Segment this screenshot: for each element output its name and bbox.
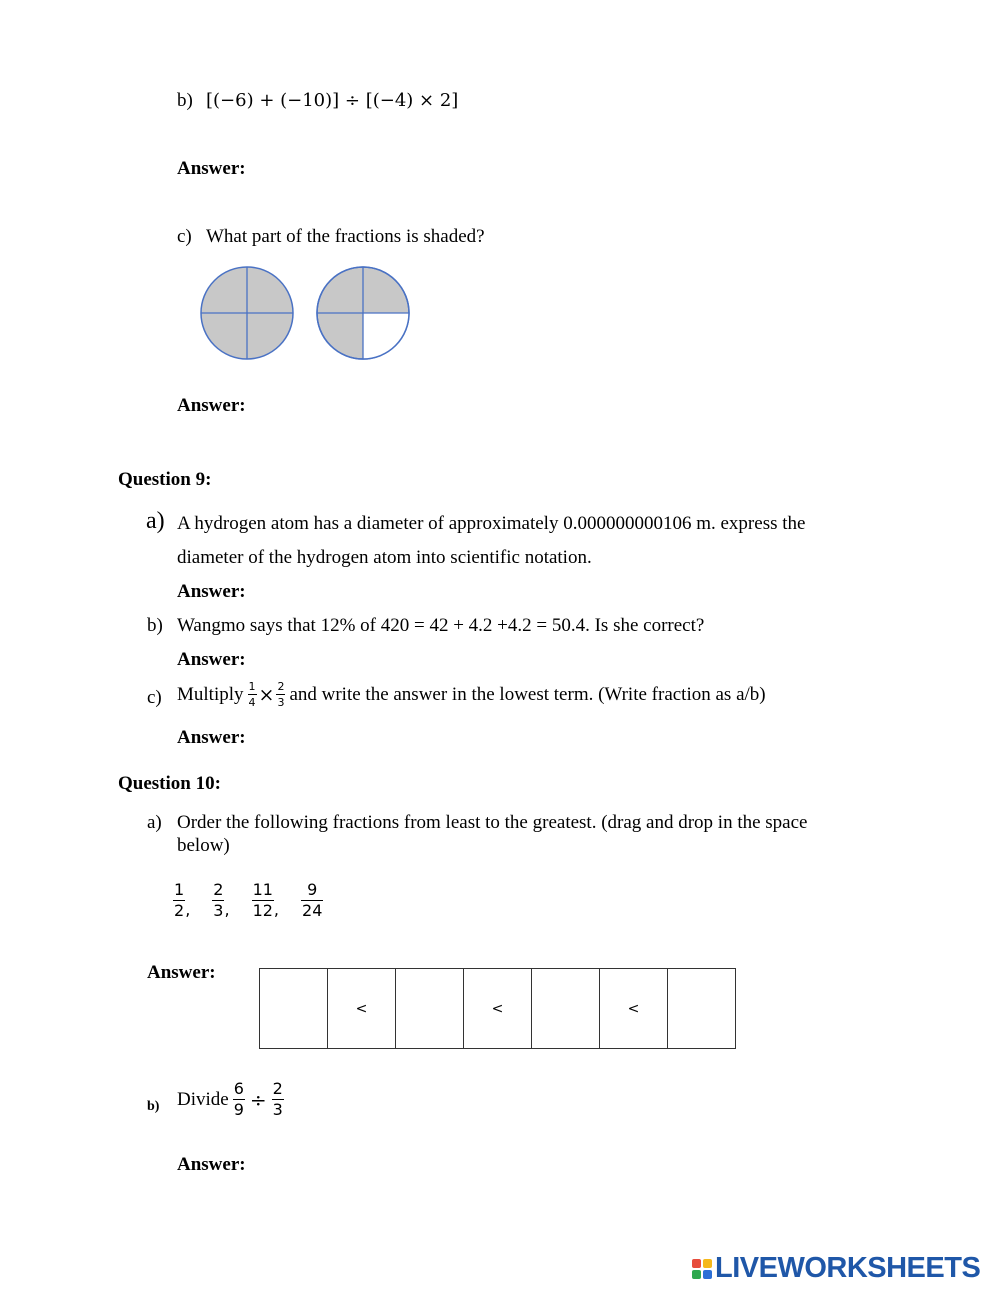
fraction[interactable] bbox=[212, 882, 224, 919]
q8b-answer-label: Answer: bbox=[177, 158, 246, 179]
fraction-numerator: 2 bbox=[272, 1079, 283, 1098]
q10b-answer-label: Answer: bbox=[177, 1154, 246, 1175]
fraction-numerator: 1 bbox=[174, 880, 185, 899]
draggable-fraction[interactable] bbox=[212, 882, 229, 919]
drop-slot-3[interactable] bbox=[532, 969, 600, 1049]
fraction-numerator: 1 bbox=[248, 680, 256, 693]
drop-slot-2[interactable] bbox=[396, 969, 464, 1049]
q9a-text-line1: A hydrogen atom has a diameter of approximately 0.000000000106 m. express the bbox=[177, 513, 806, 534]
q9c-answer-label: Answer: bbox=[177, 727, 246, 748]
logo-squares-icon bbox=[692, 1259, 712, 1279]
fraction-denominator: 3 bbox=[272, 1100, 283, 1119]
q10-title: Question 10: bbox=[118, 773, 221, 794]
q10a-text-line2: below) bbox=[177, 835, 230, 856]
draggable-fraction[interactable] bbox=[252, 882, 279, 919]
q9a-text-line2: diameter of the hydrogen atom into scientific notation. bbox=[177, 547, 592, 568]
fraction-separator: , bbox=[273, 900, 280, 919]
fraction-numerator: 9 bbox=[301, 882, 323, 901]
q10b-line bbox=[177, 1081, 284, 1118]
less-than-sign: < bbox=[328, 969, 396, 1049]
fraction-numerator: 11 bbox=[252, 880, 273, 899]
q10b-fraction-2 bbox=[272, 1081, 284, 1118]
q9c-label: c) bbox=[147, 687, 162, 708]
less-than-sign: < bbox=[464, 969, 532, 1049]
draggable-fraction[interactable] bbox=[173, 882, 190, 919]
fraction-numerator: 6 bbox=[233, 1079, 244, 1098]
three-quarter-shaded-circle bbox=[317, 267, 409, 359]
q9b-label: b) bbox=[147, 615, 163, 636]
fraction[interactable] bbox=[173, 882, 185, 919]
fraction-denominator: 9 bbox=[233, 1100, 244, 1119]
fraction[interactable] bbox=[301, 882, 323, 919]
fraction-numerator: 2 bbox=[277, 680, 285, 693]
fraction-denominator: 3 bbox=[213, 901, 224, 920]
fraction-denominator: 4 bbox=[248, 696, 256, 709]
fraction-denominator: 12 bbox=[252, 901, 273, 920]
drop-slot-1[interactable] bbox=[260, 969, 328, 1049]
fraction-circles bbox=[195, 264, 417, 362]
fractions-to-order bbox=[173, 882, 323, 919]
q8c-answer-label: Answer: bbox=[177, 395, 246, 416]
fraction-separator: , bbox=[185, 900, 191, 919]
q9c-pre: Multiply bbox=[177, 683, 244, 705]
q10a-answer-label: Answer: bbox=[147, 962, 216, 983]
order-answer-table bbox=[259, 968, 736, 1049]
multiply-operator: × bbox=[258, 683, 275, 706]
q10b-pre: Divide bbox=[177, 1088, 229, 1110]
q8b-label: b) bbox=[177, 90, 193, 111]
q8c-label: c) bbox=[177, 226, 192, 247]
q9-title: Question 9: bbox=[118, 469, 212, 490]
fraction-separator: , bbox=[224, 900, 230, 919]
q9c-post: and write the answer in the lowest term. (Write fraction as a/b) bbox=[289, 683, 766, 705]
q10a-label: a) bbox=[147, 812, 162, 833]
q8c-text: What part of the fractions is shaded? bbox=[206, 226, 485, 247]
less-than-sign: < bbox=[600, 969, 668, 1049]
logo-text: LIVEWORKSHEETS bbox=[715, 1252, 981, 1284]
q9c-fraction-1 bbox=[248, 681, 257, 708]
q9c-fraction-2 bbox=[276, 681, 285, 708]
q8b-expression: [(−6) + (−10)] ÷ [(−4) × 2] bbox=[206, 90, 459, 111]
full-shaded-circle bbox=[201, 267, 293, 359]
fraction[interactable] bbox=[252, 882, 274, 919]
q9b-answer-label: Answer: bbox=[177, 649, 246, 670]
draggable-fraction[interactable] bbox=[301, 882, 323, 919]
divide-operator: ÷ bbox=[249, 1087, 267, 1112]
q9c-line bbox=[177, 681, 766, 708]
drop-slot-4[interactable] bbox=[668, 969, 736, 1049]
q9b-text: Wangmo says that 12% of 420 = 42 + 4.2 +4.2 = 50.4. Is she correct? bbox=[177, 615, 705, 636]
q10a-text-line1: Order the following fractions from least to the greatest. (drag and drop in the space bbox=[177, 812, 808, 833]
q10b-fraction-1 bbox=[233, 1081, 245, 1118]
q9a-label: a) bbox=[146, 508, 165, 534]
q9a-answer-label: Answer: bbox=[177, 581, 246, 602]
q10b-label: b) bbox=[147, 1099, 160, 1114]
liveworksheets-logo bbox=[692, 1252, 980, 1285]
fraction-denominator: 2 bbox=[174, 901, 185, 920]
fraction-denominator: 3 bbox=[277, 696, 285, 709]
fraction-numerator: 2 bbox=[213, 880, 224, 899]
fraction-denominator: 24 bbox=[302, 901, 323, 920]
